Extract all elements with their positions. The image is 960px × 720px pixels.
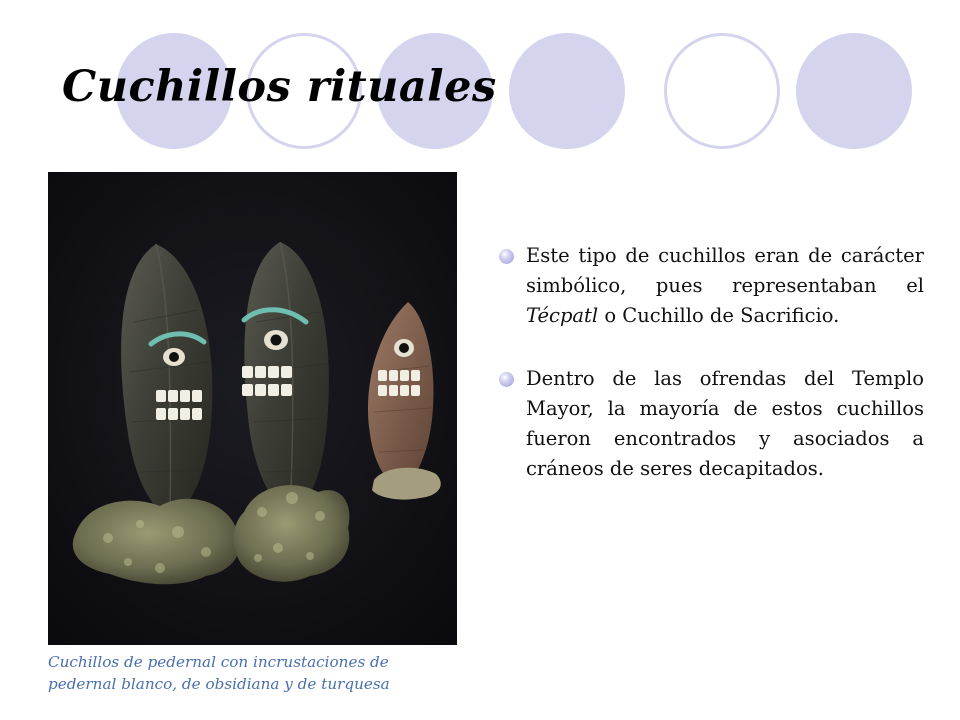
bullet-text: o Cuchillo de Sacrificio. (598, 304, 840, 327)
bullet-icon (499, 372, 514, 387)
ritual-knives-photo (48, 172, 457, 645)
figure-caption (48, 651, 460, 695)
slide-title: Cuchillos rituales (62, 62, 497, 112)
bullet-text: Dentro de las ofrendas del Templo Mayor, la mayoría de estos cuchillos fueron encontrados y asociados a cráneos de seres decapitados. (526, 367, 924, 480)
caption-line: Cuchillos de pedernal con incrustaciones de (48, 653, 389, 671)
bullet-icon (499, 249, 514, 264)
bullet-item (496, 241, 924, 331)
bullet-item (496, 364, 924, 484)
decorative-circle (509, 33, 625, 149)
decorative-circle (796, 33, 912, 149)
bullet-term: Técpatl (526, 304, 599, 327)
bullet-list (496, 241, 924, 517)
decorative-circle (664, 33, 780, 149)
bullet-text: Este tipo de cuchillos eran de carácter simbólico, pues representaban el (526, 244, 924, 297)
caption-line: pedernal blanco, de obsidiana y de turquesa (48, 675, 390, 693)
